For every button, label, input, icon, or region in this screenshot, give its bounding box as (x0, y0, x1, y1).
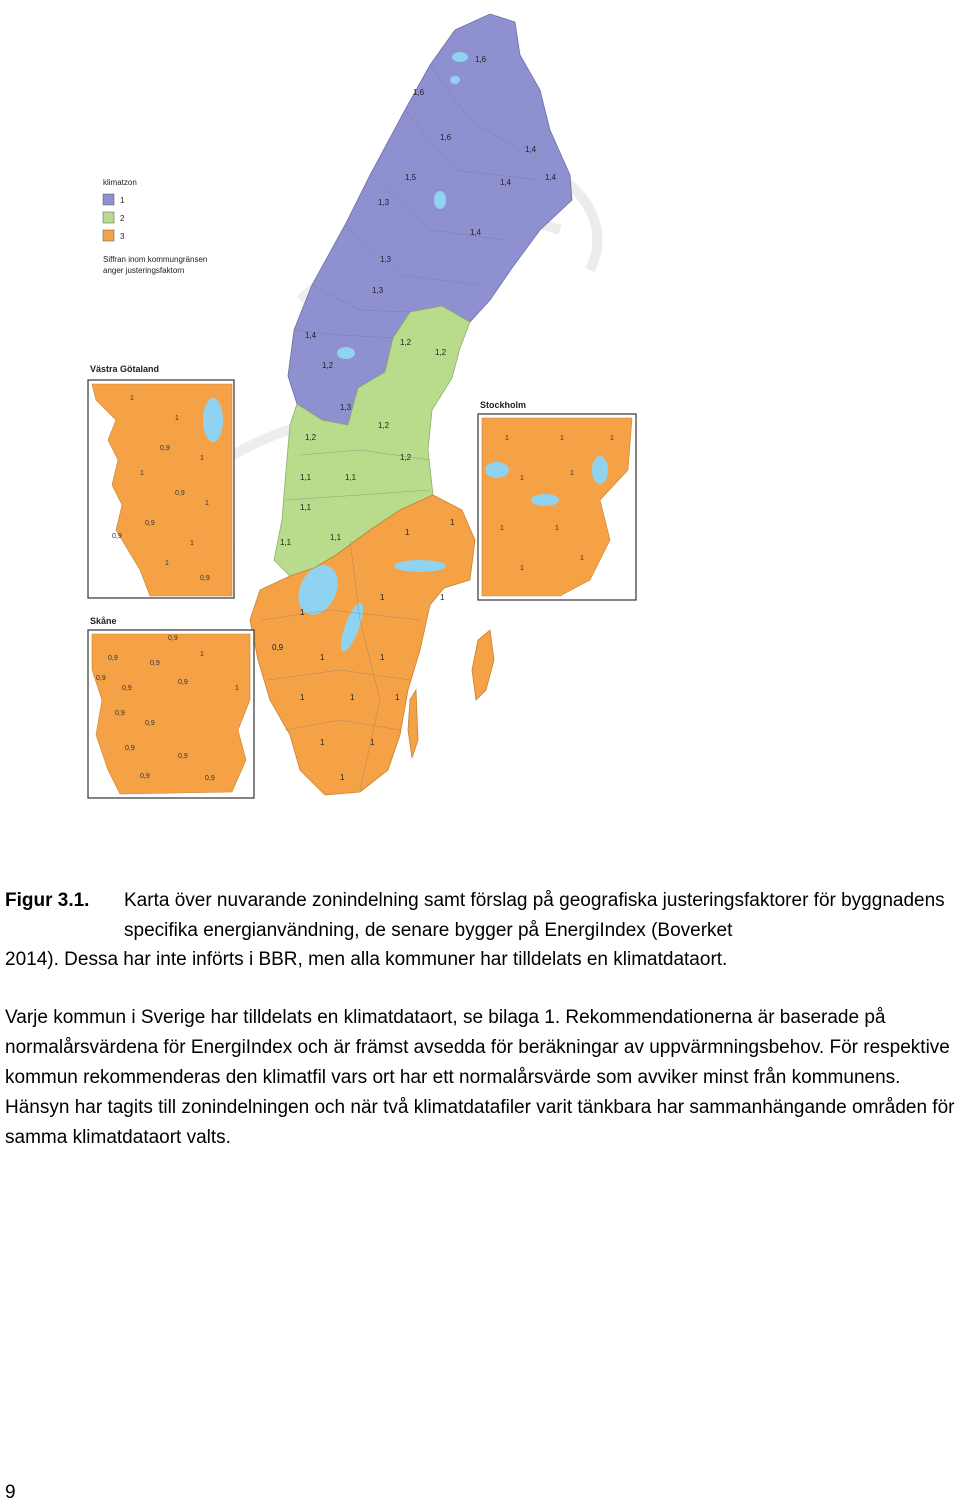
legend-swatch-zone-1 (103, 194, 114, 205)
factor-label: 1,4 (525, 145, 537, 154)
factor-label: 1 (570, 470, 574, 477)
factor-label: 1,2 (435, 348, 447, 357)
factor-label: 1,1 (330, 533, 342, 542)
factor-label: 1,3 (372, 286, 384, 295)
legend-note: anger justeringsfaktorn (103, 266, 185, 275)
legend-note: Siffran inom kommungränsen (103, 255, 208, 264)
inset-title: Skåne (90, 616, 117, 626)
factor-label: 1,4 (305, 331, 317, 340)
factor-label: 1 (520, 565, 524, 572)
factor-label: 0,9 (160, 445, 170, 452)
factor-label: 1 (190, 540, 194, 547)
factor-label: 1,2 (400, 453, 412, 462)
factor-label: 1 (205, 500, 209, 507)
factor-label: 1 (440, 593, 445, 602)
inset-vastra-gotaland (88, 364, 234, 598)
inset-skane (88, 616, 254, 798)
factor-label: 1 (200, 455, 204, 462)
figure-label: Figur 3.1. (5, 890, 90, 911)
factor-label: 0,9 (115, 710, 125, 717)
factor-label: 1,4 (545, 173, 557, 182)
legend-label: 1 (120, 196, 125, 205)
factor-label: 1 (450, 518, 455, 527)
factor-label: 0,9 (145, 520, 155, 527)
figure-caption-text: Karta över nuvarande zonindelning samt förslag på geografiska justeringsfaktorer för byggnadens specifika energianvändning, de senare bygger på EnergiIndex (Boverket (124, 890, 945, 941)
inset-title: Västra Götaland (90, 364, 160, 374)
factor-label: 1 (380, 653, 385, 662)
factor-label: 1 (140, 470, 144, 477)
factor-label: 1 (320, 653, 325, 662)
factor-label: 0,9 (272, 643, 284, 652)
gotland-island (472, 630, 494, 700)
legend-title: klimatzon (103, 178, 137, 187)
factor-label: 0,9 (108, 655, 118, 662)
factor-label: 1,2 (378, 421, 390, 430)
factor-label: 1,6 (440, 133, 452, 142)
factor-label: 1 (175, 415, 179, 422)
factor-label: 1 (405, 528, 410, 537)
figure-caption (5, 886, 955, 975)
factor-label: 1,2 (400, 338, 412, 347)
factor-label: 0,9 (178, 753, 188, 760)
factor-label: 1,1 (300, 503, 312, 512)
factor-label: 1 (340, 773, 345, 782)
factor-label: 1 (300, 608, 305, 617)
factor-label: 1,2 (305, 433, 317, 442)
factor-label: 0,9 (178, 679, 188, 686)
factor-label: 0,9 (175, 490, 185, 497)
factor-label: 0,9 (112, 533, 122, 540)
inset-title: Stockholm (480, 400, 527, 410)
factor-label: 0,9 (122, 685, 132, 692)
factor-label: 0,9 (205, 775, 215, 782)
factor-label: 1,1 (280, 538, 292, 547)
factor-label: 1,3 (380, 255, 392, 264)
legend-swatch-zone-2 (103, 212, 114, 223)
legend-label: 2 (120, 214, 125, 223)
factor-label: 1 (235, 685, 239, 692)
factor-label: 1,4 (470, 228, 482, 237)
factor-label: 0,9 (96, 675, 106, 682)
factor-label: 1 (130, 395, 134, 402)
factor-label: 0,9 (145, 720, 155, 727)
factor-label: 1,3 (378, 198, 390, 207)
factor-label: 1,3 (340, 403, 352, 412)
oland-island (408, 690, 418, 758)
factor-label: 1 (350, 693, 355, 702)
factor-label: 0,9 (140, 773, 150, 780)
factor-label: 1 (610, 435, 614, 442)
body-paragraph: Varje kommun i Sverige har tilldelats en klimatdataort, se bilaga 1. Rekommendationerna är baserade på normalårsvärdena för EnergiIndex och är främst avsedda för beräkningar av uppvärmningsbehov. För respektive kommun rekommenderas den klimatfil vars ort har ett normalårsvärde som avviker minst från kommunens. Hänsyn har tagits till zonindelningen och när två klimatdatafiler varit tänkbara har sammanhängande områden för samma klimatdataort valts. (5, 1007, 955, 1148)
factor-label: 1 (370, 738, 375, 747)
map-legend (103, 178, 207, 275)
factor-label: 1,1 (300, 473, 312, 482)
factor-label: 1 (555, 525, 559, 532)
factor-label: 1 (380, 593, 385, 602)
factor-label: 1,6 (413, 88, 425, 97)
factor-label: 0,9 (150, 660, 160, 667)
factor-label: 1 (580, 555, 584, 562)
factor-label: 1,6 (475, 55, 487, 64)
legend-swatch-zone-3 (103, 230, 114, 241)
factor-label: 1 (200, 651, 204, 658)
factor-label: 1 (505, 435, 509, 442)
factor-label: 1 (165, 560, 169, 567)
legend-label: 3 (120, 232, 125, 241)
factor-label: 1 (395, 693, 400, 702)
factor-label: 1,5 (405, 173, 417, 182)
page-number: 9 (5, 1482, 16, 1503)
factor-label: 1,2 (322, 361, 334, 370)
factor-label: 0,9 (200, 575, 210, 582)
figure-caption-tail: 2014). Dessa har inte införts i BBR, men alla kommuner har tilldelats en klimatdataort. (5, 949, 728, 970)
factor-label: 0,9 (168, 635, 178, 642)
factor-label: 1 (520, 475, 524, 482)
factor-label: 1 (500, 525, 504, 532)
inset-stockholm (478, 400, 636, 600)
factor-label: 1 (300, 693, 305, 702)
factor-label: 1 (320, 738, 325, 747)
factor-label: 1 (560, 435, 564, 442)
factor-label: 0,9 (125, 745, 135, 752)
factor-label: 1,1 (345, 473, 357, 482)
factor-label: 1,4 (500, 178, 512, 187)
